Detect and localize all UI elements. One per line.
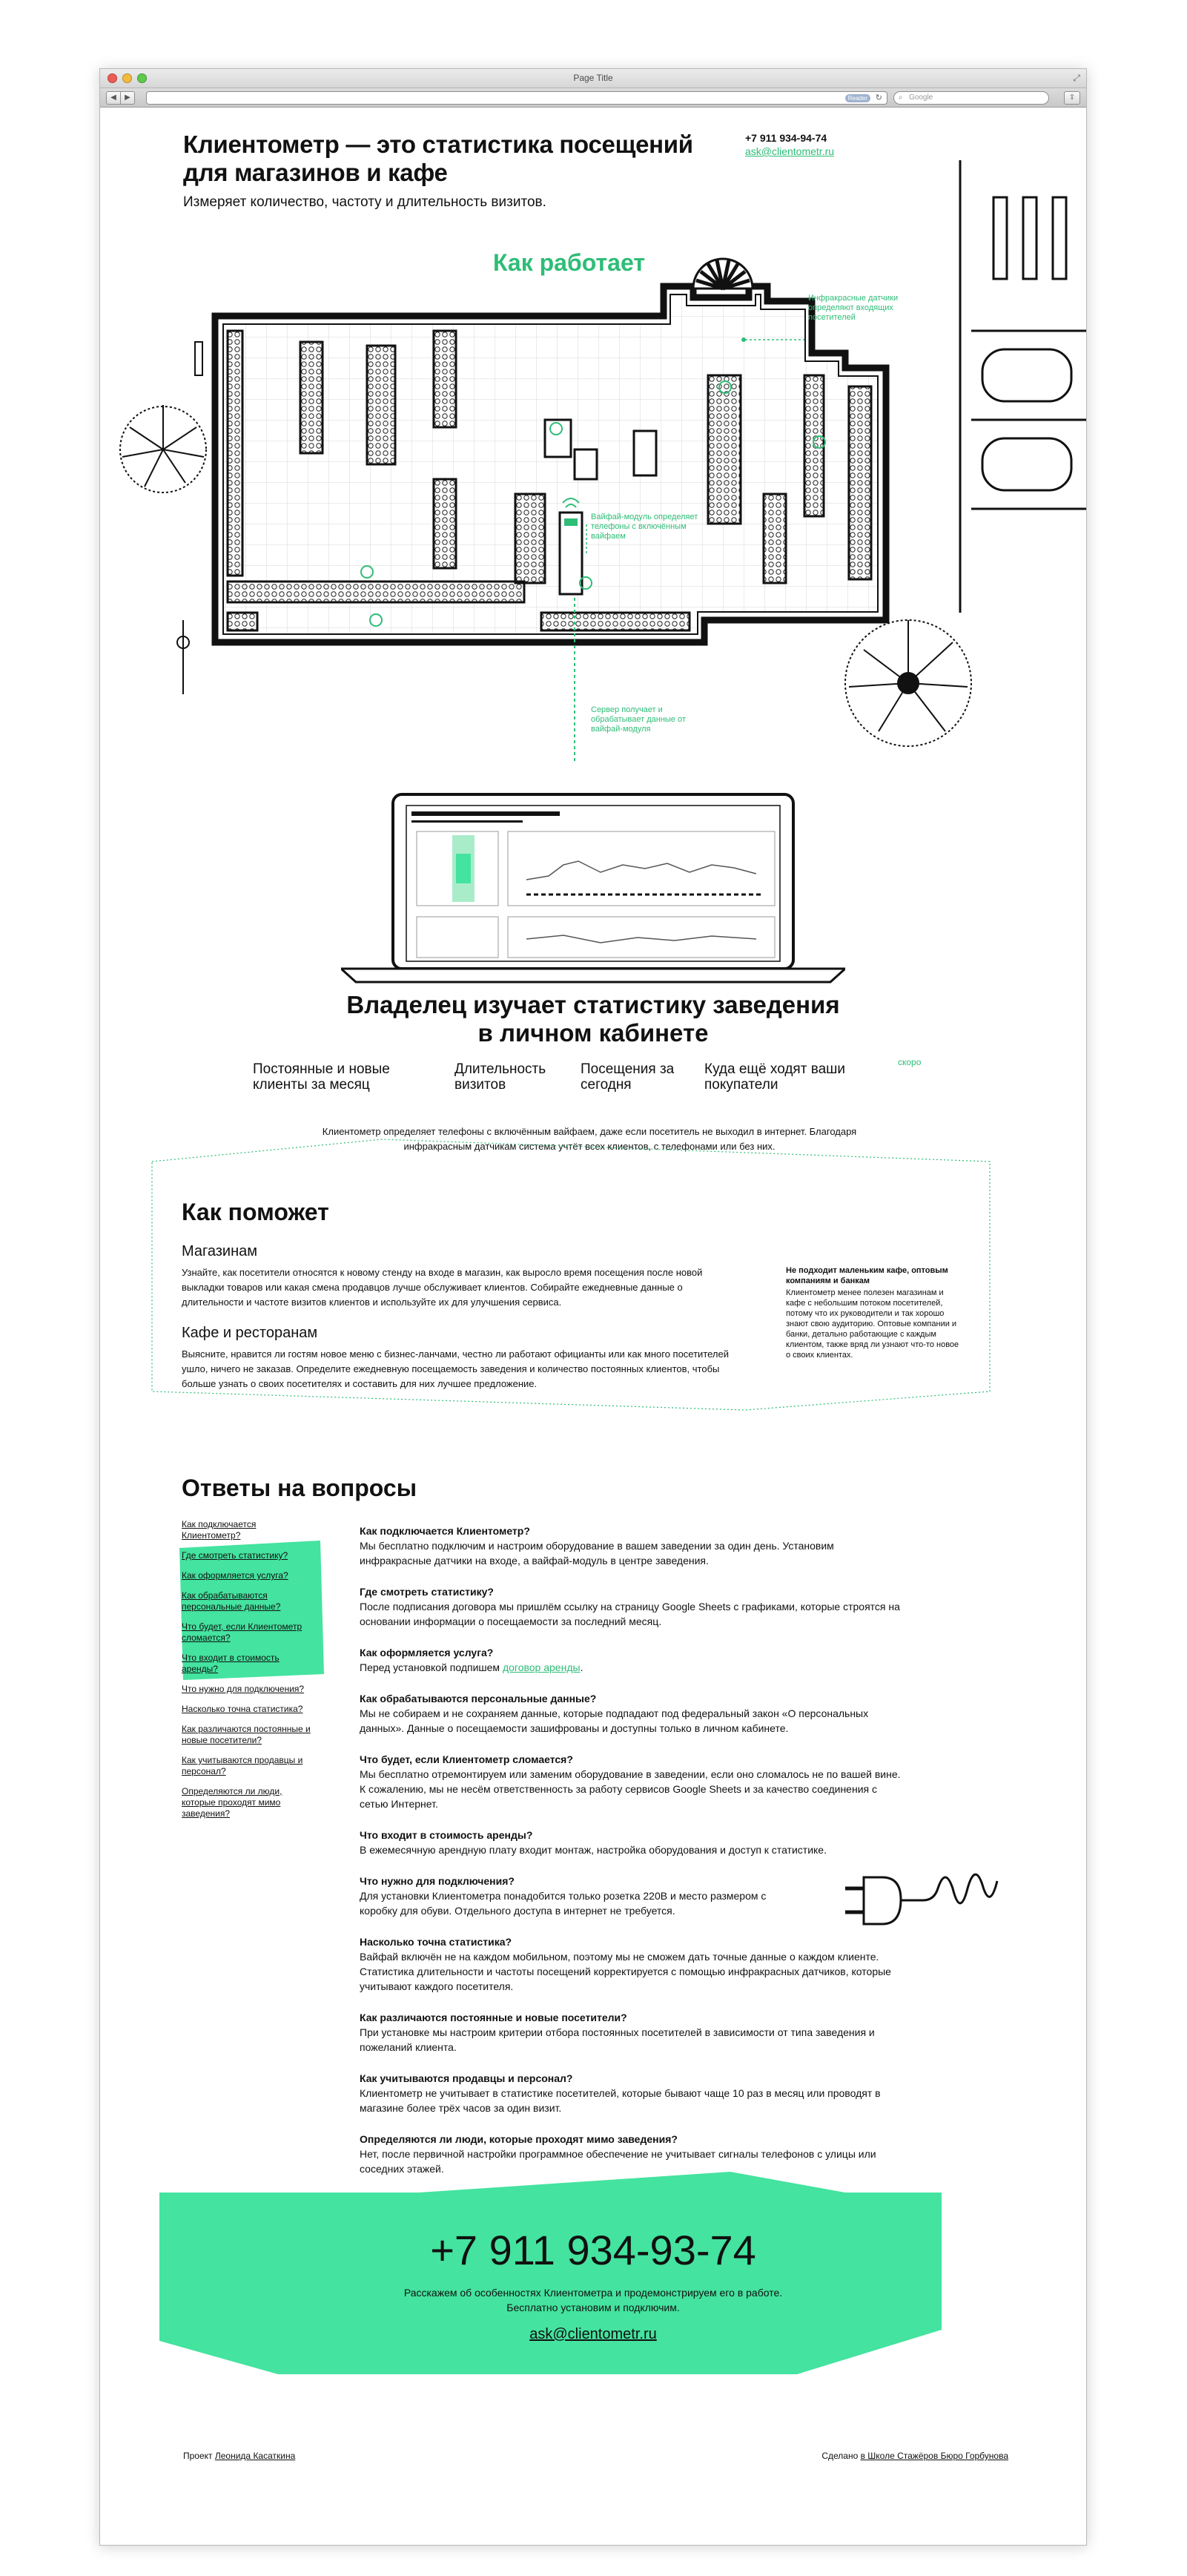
back-button[interactable]: ◀ [106,91,121,105]
faq-answer: Мы бесплатно отремонтируем или заменим оборудование в заведении, если оно сломалось не по вашей вине. К сожалению, мы не несём ответственность за работу сервисов Google Sheets и за качество соединения с сетью Интернет. [360,1768,901,1810]
ir-sensor-annotation: Инфракрасные датчики определяют входящих посетителей [808,294,899,322]
banner-phone[interactable]: +7 911 934-93-74 [430,2227,756,2273]
browser-toolbar [100,88,1086,108]
footer-credit-left [183,2451,295,2461]
faq-answer: Клиентометр не учитывает в статистике посетителей, которые бывают чаще 10 раз в месяц или проводят в магазине более трёх часов за один визит. [360,2087,881,2114]
side-note-text: Клиентометр менее полезен магазинам и кафе с небольшим потоком посетителей, потому что их руководители и так хорошо знают свою аудиторию. Оптовые компании и банки, детально работающие с каждым клиентом, также вряд ли узнают что-то новое о своих клиентах. [786,1288,959,1360]
faq-question: Что входит в стоимость аренды? [360,1829,533,1841]
faq-question: Как подключается Клиентометр? [360,1525,530,1537]
faq-question: Определяются ли люди, которые проходят мимо заведения? [360,2133,678,2145]
faq-answer: Для установки Клиентометра понадобится только розетка 220В и место размером с коробку для обуви. Отдельного доступа в интернет не требуется. [360,1890,767,1917]
faq-nav-item[interactable]: Определяются ли люди, которые проходят мимо заведения? [182,1786,282,1819]
wifi-module-annotation: Вайфай-модуль определяет телефоны с включённым вайфаем [591,513,698,541]
faq-question: Как учитываются продавцы и персонал? [360,2072,573,2084]
faq-answer: Вайфай включён не на каждом мобильном, поэтому мы не сможем дать точные данные о каждом клиенте. Статистика длительности и частоты посещений корректируется с помощью инфракрасных датчиков, которые учитывают каждого посетителя. [360,1951,891,1992]
window-title: Page Title [573,73,613,83]
forward-button[interactable]: ▶ [120,91,135,105]
soon-badge: скоро [898,1057,922,1067]
faq-nav-item[interactable]: Где смотреть статистику? [182,1550,288,1561]
search-placeholder: Google [909,93,933,102]
hero-subtitle: Измеряет количество, частоту и длительность визитов. [183,194,546,210]
faq-question: Как различаются постоянные и новые посетители? [360,2012,627,2023]
hero-title: Клиентометр — это статистика посещений для магазинов и кафе [183,131,693,186]
faq-nav-item[interactable]: Что нужно для подключения? [182,1684,305,1694]
feature-duration: Длительность визитов [454,1061,546,1093]
feature-visits: Посещения за сегодня [581,1061,675,1093]
faq-question: Как оформляется услуга? [360,1647,494,1658]
title-bar [100,69,1086,88]
banner-email [100,2326,1086,2343]
address-bar[interactable] [146,91,887,105]
rental-contract-link[interactable]: договор аренды [502,1661,581,1673]
faq-answer-tail: . [580,1661,583,1673]
faq-nav-item[interactable]: Как подключается Клиентометр? [182,1519,257,1541]
help-shops-text: Узнайте, как посетители относятся к новому стенду на входе в магазин, как выросло время посещения после новой выкладки товаров или какая смена продавцов лучше обслуживает клиентов. Собирайте ежедневные данные о длительности и частоте визитов клиентов и используйте их для улучшения сервиса. [182,1267,703,1308]
school-link[interactable]: в Школе Стажёров Бюро Горбунова [860,2451,1008,2461]
footer-right-prefix: Сделано [821,2451,861,2461]
banner-text [100,2285,1086,2315]
feature-clients: Постоянные и новые клиенты за месяц [253,1061,390,1093]
fullscreen-icon[interactable]: ⤢ [1073,73,1080,83]
faq-answer-text: Перед установкой подпишем [360,1661,503,1673]
faq-nav-item[interactable]: Что будет, если Клиентометр сломается? [182,1621,302,1643]
faq-nav-item[interactable]: Как оформляется услуга? [182,1570,288,1581]
faq-title: Ответы на вопросы [182,1475,417,1501]
reader-button[interactable]: Reader [845,94,870,102]
browser-window [99,68,1087,2546]
faq-answer: При установке мы настроим критерии отбора постоянных посетителей в зависимости от типа заведения и пожеланий клиента. [360,2026,875,2053]
faq-question: Что будет, если Клиентометр сломается? [360,1753,573,1765]
faq-question: Где смотреть статистику? [360,1586,494,1598]
faq-nav-item[interactable]: Как обрабатываются персональные данные? [182,1590,281,1612]
help-cafe-text: Выясните, нравится ли гостям новое меню с бизнес-ланчами, честно ли работают официанты или как много посетителей ушло, ничего не заказав. Определите ежедневную посещаемость заведения и количество постоянных клиентов, чтобы больше узнать о своих посетителях и составить для них лучшее предложение. [182,1348,730,1389]
faq-nav-item[interactable]: Насколько точна статистика? [182,1704,303,1714]
faq-answer: В ежемесячную арендную плату входит монтаж, настройка оборудования и доступ к статистике. [360,1844,827,1856]
help-shops-title: Магазинам [182,1243,258,1259]
search-input[interactable] [893,91,1049,105]
faq-nav-item[interactable]: Как различаются постоянные и новые посетители? [182,1724,311,1745]
faq-nav-item[interactable]: Что входит в стоимость аренды? [182,1653,280,1674]
faq-question: Что нужно для подключения? [360,1875,515,1887]
author-link[interactable]: Леонида Касаткина [214,2451,296,2461]
page-content [100,108,1086,2546]
help-cafe-title: Кафе и ресторанам [182,1325,318,1341]
how-it-works-title: Как работает [493,249,645,276]
faq-question: Насколько точна статистика? [360,1936,512,1948]
faq-question: Как обрабатываются персональные данные? [360,1693,597,1704]
faq-answer: Мы не собираем и не сохраняем данные, которые подпадают под федеральный закон «О персональных данных». Данные о посещаемости зашифрованы и доступны только в личном кабинете. [360,1707,869,1734]
faq-nav-item[interactable]: Как учитываются продавцы и персонал? [182,1755,303,1776]
contact-banner-background [100,108,1086,2546]
feature-other-places: Куда ещё ходят ваши покупатели [704,1061,846,1093]
banner-email-link[interactable]: ask@clientometr.ru [529,2326,657,2342]
header-phone[interactable]: +7 911 934-94-74 [745,132,827,144]
footer-left-prefix: Проект [183,2451,215,2461]
explain-text: Клиентометр определяет телефоны с включённым вайфаем, даже если посетитель не выходил в интернет. Благодаря инфракрасным датчикам система учтёт всех клиентов, с телефонами или без них. [322,1126,857,1152]
help-title: Как поможет [182,1199,329,1225]
faq-answer: Мы бесплатно подключим и настроим оборудование в вашем заведении за один день. Установим инфракрасные датчики на входе, а вайфай-модуль в центре заведения. [360,1540,834,1567]
share-button[interactable]: ⇪ [1064,91,1080,105]
owner-title: Владелец изучает статистику заведения в личном кабинете [346,991,840,1047]
header-email-link[interactable]: ask@clientometr.ru [745,145,835,157]
footer-credit-right [821,2451,1008,2461]
reload-icon[interactable]: ↻ [875,93,882,102]
banner-text-line: Бесплатно установим и подключим. [506,2302,680,2313]
faq-answer: После подписания договора мы пришлём ссылку на страницу Google Sheets с графиками, которые строятся на основании информации о посещаемости за последний месяц. [360,1601,900,1627]
server-annotation: Сервер получает и обрабатывает данные от вайфай-модуля [591,705,686,734]
banner-text-line: Расскажем об особенностях Клиентометра и продемонстрируем его в работе. [403,2287,783,2299]
faq-answer: Нет, после первичной настройки программное обеспечение не учитывает сигналы телефонов с улицы или соседних этажей. [360,2148,876,2175]
side-note-title: Не подходит маленьким кафе, оптовым компаниям и банкам [786,1266,948,1285]
search-icon: ⌕ [899,93,903,102]
